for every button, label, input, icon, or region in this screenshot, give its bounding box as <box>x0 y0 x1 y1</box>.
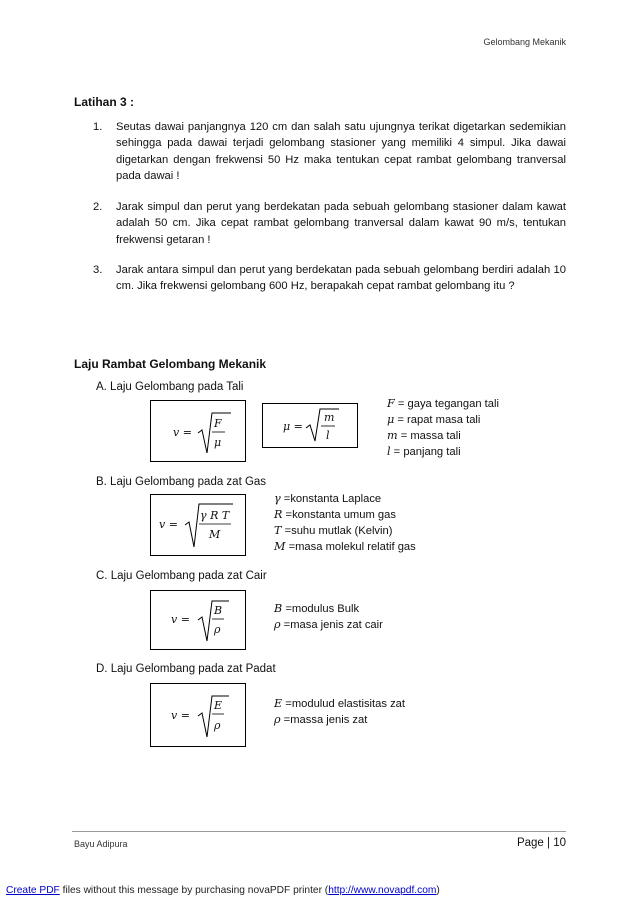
formula-lhs: μ = <box>283 420 303 433</box>
legend-d <box>274 696 405 728</box>
legend-item: l = panjang tali <box>387 445 461 458</box>
legend-item: T =suhu mutlak (Kelvin) <box>274 524 393 537</box>
formula-lhs: v = <box>173 426 192 439</box>
formula-numerator: F <box>214 417 222 430</box>
formula-numerator: m <box>324 411 335 424</box>
legend-item: M =masa molekul relatif gas <box>274 540 416 553</box>
formula-box-tension <box>150 400 246 462</box>
question-text: Jarak simpul dan perut yang berdekatan pada sebuah gelombang stasioner dalam kawat adalah 50 cm. Jika cepat rambat gelombang tranversal dalam kawat 90 m/s, tentukan frekwensi getaran ! <box>116 201 566 246</box>
exercise-title: Latihan 3 : <box>74 95 135 109</box>
legend-c <box>274 601 383 633</box>
legend-a <box>387 396 499 460</box>
legend-item: ρ =massa jenis zat <box>274 713 368 726</box>
question-1 <box>93 119 566 185</box>
legend-item: m = massa tali <box>387 429 461 442</box>
formula-box-gas <box>150 494 246 556</box>
formula-lhs: v = <box>171 613 190 626</box>
formula-sqrt <box>151 591 245 649</box>
running-header: Gelombang Mekanik <box>483 37 566 47</box>
legend-item: μ = rapat masa tali <box>387 413 481 426</box>
formula-lhs: v = <box>171 709 190 722</box>
question-number: 3. <box>93 264 103 276</box>
novapdf-link[interactable]: http://www.novapdf.com <box>328 885 437 896</box>
formula-box-solid <box>150 683 246 747</box>
formula-denominator: ρ <box>214 719 221 732</box>
formula-box-density <box>262 403 358 448</box>
legend-item: ρ =masa jenis zat cair <box>274 618 383 631</box>
formula-denominator: ρ <box>214 623 221 636</box>
question-text: Jarak antara simpul dan perut yang berdekatan pada sebuah gelombang berdiri adalah 10 cm. Jika frekwensi gelombang 600 Hz, berapakah cepat rambat gelombang itu ? <box>116 264 566 293</box>
legend-item: E =modulud elastisitas zat <box>274 697 405 710</box>
question-2 <box>93 199 566 248</box>
create-pdf-link[interactable]: Create PDF <box>6 885 60 896</box>
formula-sqrt <box>151 684 245 746</box>
pdf-banner <box>6 885 440 896</box>
question-number: 1. <box>93 121 103 133</box>
section-c-label: C. Laju Gelombang pada zat Cair <box>96 570 267 582</box>
formula-numerator: γ R T <box>200 509 230 522</box>
question-number: 2. <box>93 201 103 213</box>
page-number: Page | 10 <box>516 837 566 849</box>
formula-lhs: v = <box>159 518 178 531</box>
legend-item: B =modulus Bulk <box>274 602 360 615</box>
legend-item: F = gaya tegangan tali <box>387 397 499 410</box>
footer-divider <box>72 831 566 832</box>
legend-item: R =konstanta umum gas <box>274 508 396 521</box>
formula-denominator: M <box>209 528 221 541</box>
question-text: Seutas dawai panjangnya 120 cm dan salah satu ujungnya terikat digetarkan sedemikian sehingga pada dawai terjadi gelombang stasioner yang memiliki 4 simpul. Jika dawai digetarkan dengan frekwensi 50 Hz maka tentukan cepat rambat gelombang tranversal pada dawai ! <box>116 121 566 183</box>
question-3 <box>93 262 566 295</box>
legend-b <box>274 491 416 555</box>
formula-denominator: μ <box>214 436 222 449</box>
formula-denominator: l <box>326 429 330 442</box>
section-a-label: A. Laju Gelombang pada Tali <box>96 381 244 393</box>
section-b-label: B. Laju Gelombang pada zat Gas <box>96 476 267 488</box>
section-title: Laju Rambat Gelombang Mekanik <box>74 357 267 371</box>
section-d-label: D. Laju Gelombang pada zat Padat <box>96 663 276 675</box>
formula-numerator: B <box>214 604 223 617</box>
banner-text-end: ) <box>436 885 440 896</box>
formula-sqrt <box>151 401 245 461</box>
legend-item: γ =konstanta Laplace <box>274 492 382 505</box>
formula-sqrt <box>151 495 245 555</box>
banner-text: files without this message by purchasing novaPDF printer ( <box>59 885 329 896</box>
formula-numerator: E <box>214 699 223 712</box>
formula-box-liquid <box>150 590 246 650</box>
formula-sqrt <box>263 404 357 447</box>
footer-author: Bayu Adipura <box>74 839 128 849</box>
